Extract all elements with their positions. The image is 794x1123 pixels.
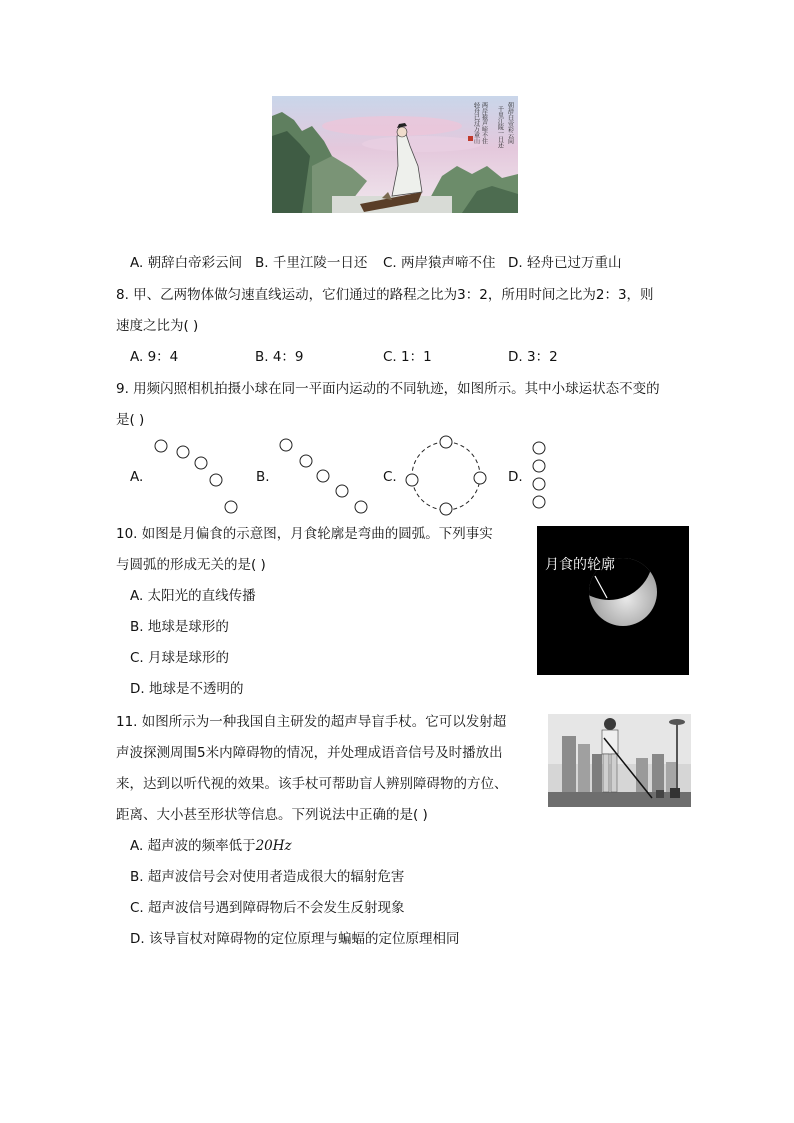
q10-stem-line-2: 与圆弧的形成无关的是( ) bbox=[116, 557, 266, 573]
lunar-eclipse-figure bbox=[537, 526, 689, 675]
q10-option-c: C. 月球是球形的 bbox=[130, 650, 230, 666]
ball-c4 bbox=[406, 474, 418, 486]
q10-option-d: D. 地球是不透明的 bbox=[130, 681, 244, 697]
poem-line-1: 朝辞白帝彩云间 bbox=[506, 102, 514, 144]
q8-option-d: D. 3：2 bbox=[508, 349, 558, 365]
q8-option-b: B. 4：9 bbox=[255, 349, 304, 365]
ball-b1 bbox=[280, 439, 292, 451]
q9-stem-line-2: 是( ) bbox=[116, 412, 145, 428]
ball-a5 bbox=[225, 501, 237, 513]
q7-option-b: B. 千里江陵一日还 bbox=[255, 255, 368, 271]
circle-path-c bbox=[412, 442, 480, 510]
q10-option-b: B. 地球是球形的 bbox=[130, 619, 229, 635]
ball-c3 bbox=[440, 503, 452, 515]
ball-b4 bbox=[336, 485, 348, 497]
q11-option-a bbox=[130, 837, 292, 855]
eclipse-label: 月食的轮廓 bbox=[545, 557, 615, 573]
q9-label-a: A. bbox=[130, 469, 144, 485]
ball-a3 bbox=[195, 457, 207, 469]
q9-label-d: D. bbox=[508, 469, 523, 485]
ball-c1 bbox=[440, 436, 452, 448]
q7-option-a: A. 朝辞白帝彩云间 bbox=[130, 255, 243, 271]
ball-b3 bbox=[317, 470, 329, 482]
seal-stamp bbox=[468, 136, 473, 141]
ball-b5 bbox=[355, 501, 367, 513]
q8-option-a: A. 9：4 bbox=[130, 349, 179, 365]
q9-label-c: C. bbox=[383, 469, 397, 485]
ball-a2 bbox=[177, 446, 189, 458]
q8-stem-line-1: 8. 甲、乙两物体做匀速直线运动，它们通过的路程之比为3：2，所用时间之比为2：3，则 bbox=[116, 287, 654, 303]
ball-b2 bbox=[300, 455, 312, 467]
q11-stem-line-1: 11. 如图所示为一种我国自主研发的超声导盲手杖。它可以发射超 bbox=[116, 714, 507, 730]
eclipse-image bbox=[537, 526, 689, 675]
q10-stem-line-1: 10. 如图是月偏食的示意图，月食轮廓是弯曲的圆弧。下列事实 bbox=[116, 526, 493, 542]
ultrasonic-cane-photo bbox=[548, 714, 691, 807]
ball-d3 bbox=[533, 478, 545, 490]
poem-line-4: 轻舟已过万重山 bbox=[472, 102, 480, 144]
painting-figure bbox=[272, 96, 518, 213]
q9-stem-line-1: 9. 用频闪照相机拍摄小球在同一平面内运动的不同轨迹，如图所示。其中小球运状态不变的 bbox=[116, 381, 660, 397]
ball-d1 bbox=[533, 442, 545, 454]
q10-option-a: A. 太阳光的直线传播 bbox=[130, 588, 256, 604]
q11-option-a-unit: 20Hz bbox=[255, 838, 292, 854]
cane-photo-image bbox=[548, 714, 691, 807]
ball-d2 bbox=[533, 460, 545, 472]
ball-a4 bbox=[210, 474, 222, 486]
q11-option-b: B. 超声波信号会对使用者造成很大的辐射危害 bbox=[130, 869, 405, 885]
poem-line-3: 两岸猿声啼不住 bbox=[480, 102, 488, 144]
ball-d4 bbox=[533, 496, 545, 508]
landscape-painting bbox=[272, 96, 518, 213]
poem-line-2: 千里江陵一日还 bbox=[496, 106, 504, 148]
q11-stem-line-4: 距离、大小甚至形状等信息。下列说法中正确的是( ) bbox=[116, 807, 428, 823]
q11-stem-line-3: 来，达到以听代视的效果。该手杖可帮助盲人辨别障碍物的方位、 bbox=[116, 776, 508, 792]
ball-a1 bbox=[155, 440, 167, 452]
q7-option-c: C. 两岸猿声啼不住 bbox=[383, 255, 496, 271]
q8-stem-line-2: 速度之比为( ) bbox=[116, 318, 199, 334]
q11-option-d: D. 该导盲杖对障碍物的定位原理与蝙蝠的定位原理相同 bbox=[130, 931, 460, 947]
q9-label-b: B. bbox=[256, 469, 270, 485]
q7-option-d: D. 轻舟已过万重山 bbox=[508, 255, 622, 271]
q11-option-a-text: A. 超声波的频率低于 bbox=[130, 838, 256, 854]
q11-option-c: C. 超声波信号遇到障碍物后不会发生反射现象 bbox=[130, 900, 405, 916]
q11-stem-line-2: 声波探测周围5米内障碍物的情况，并处理成语音信号及时播放出 bbox=[116, 745, 503, 761]
ball-c2 bbox=[474, 472, 486, 484]
q9-trajectory-figures bbox=[140, 432, 560, 522]
q8-option-c: C. 1：1 bbox=[383, 349, 432, 365]
